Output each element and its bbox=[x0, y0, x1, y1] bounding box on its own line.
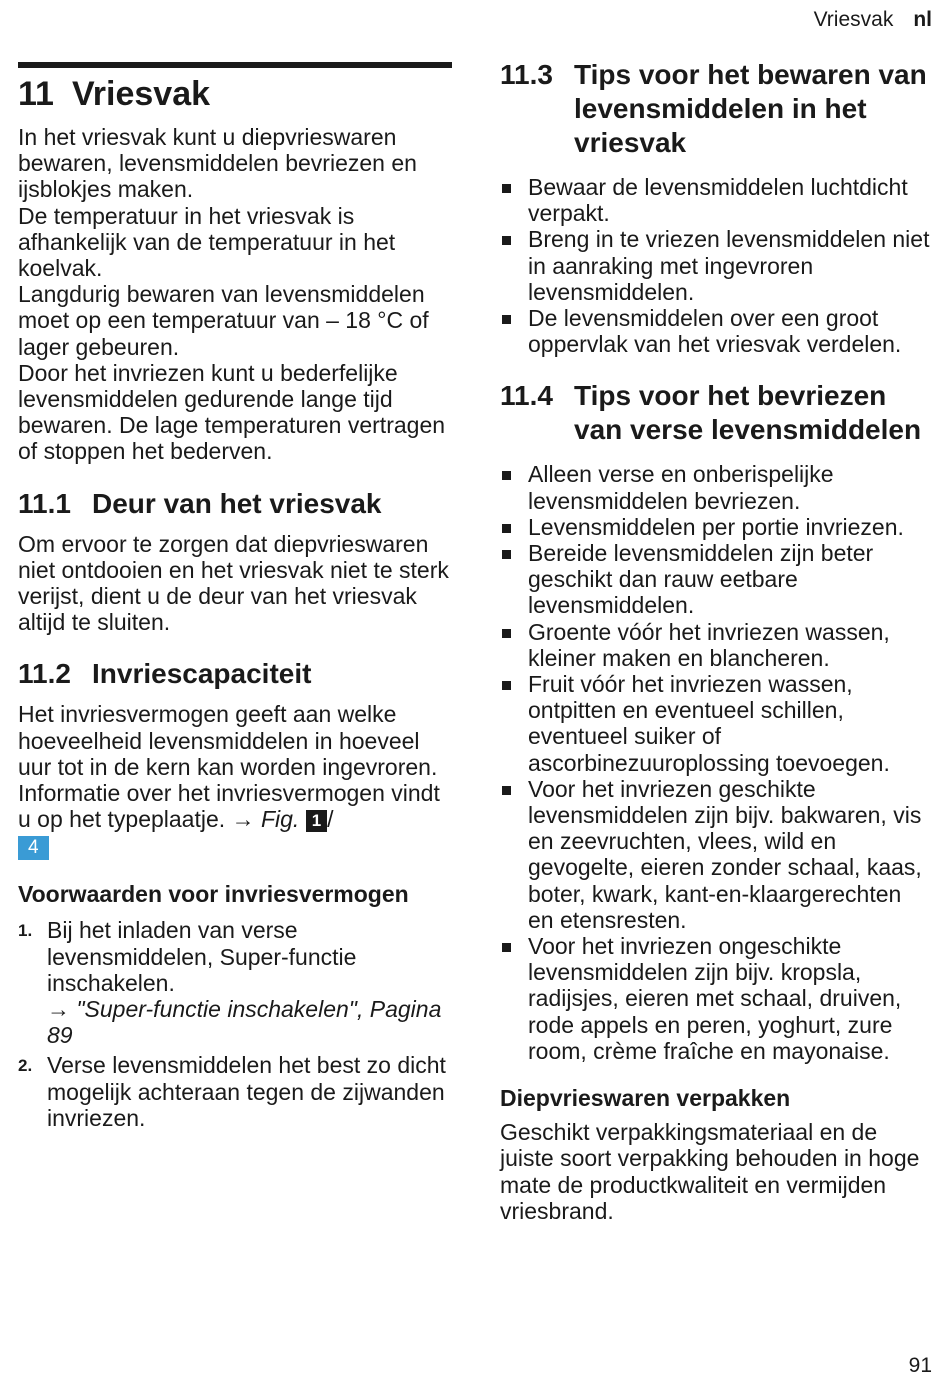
storage-tips-list bbox=[500, 174, 932, 357]
prerequisites-steps bbox=[18, 917, 452, 1131]
section-title: Invriescapaciteit bbox=[92, 658, 312, 690]
list-item: Fruit vóór het invriezen wassen, ontpitten en eventueel schillen, eventueel suiker of ascorbinezuuroplossing toevoegen. bbox=[500, 671, 932, 776]
step-number: 1. bbox=[18, 921, 33, 941]
intro-paragraph-4: Door het invriezen kunt u bederfelijke levensmiddelen gedurende lange tijd bewaren. De lage temperaturen vertragen of stoppen het bederven. bbox=[18, 359, 446, 465]
chapter-title bbox=[18, 72, 452, 116]
packaging-text: Geschikt verpakkingsmateriaal en de juiste soort verpakking behouden in hoge mate de productkwaliteit en vermijden vriesbrand. bbox=[500, 1119, 920, 1224]
figure-subnumber-badge: 4 bbox=[18, 836, 49, 860]
section-number: 11.1 bbox=[18, 487, 71, 519]
super-function-link[interactable]: → "Super-functie inschakelen", Pagina 89 bbox=[47, 996, 442, 1049]
step-item bbox=[18, 1052, 452, 1131]
right-column bbox=[500, 58, 932, 1224]
header-section: Vriesvak bbox=[813, 8, 894, 31]
step-text: Bij het inladen van verse levensmiddelen, Super-functie inschakelen. bbox=[47, 917, 357, 996]
section-title: Deur van het vriesvak bbox=[92, 487, 382, 519]
section-11-2-text-1: Het invriesvermogen geeft aan welke hoeveelheid levensmiddelen in hoeveel uur tot in de kern kan worden ingevroren. bbox=[18, 701, 438, 780]
list-item: Bewaar de levensmiddelen luchtdicht verpakt. bbox=[500, 174, 932, 226]
figure-separator: / bbox=[327, 806, 334, 833]
running-header bbox=[814, 6, 932, 34]
list-item: Voor het invriezen ongeschikte levensmiddelen zijn bijv. kropsla, radijsjes, eieren met schaal, druiven, rode appels en peren, yoghurt, zure room, crème fraîche en mayonaise. bbox=[500, 933, 932, 1064]
chapter-rule bbox=[18, 62, 452, 68]
left-column bbox=[18, 56, 452, 1131]
section-11-1-text: Om ervoor te zorgen dat diepvrieswaren niet ontdooien en het vriesvak niet te sterk verijst, dient u de deur van het vriesvak altijd te sluiten. bbox=[18, 530, 449, 636]
intro-paragraph-2: De temperatuur in het vriesvak is afhankelijk van de temperatuur in het koelvak. bbox=[18, 202, 396, 282]
figure-link[interactable]: Fig. bbox=[260, 806, 300, 833]
figure-number-badge: 1 bbox=[306, 810, 327, 832]
section-11-4-heading bbox=[500, 379, 932, 447]
step-number: 2. bbox=[18, 1056, 33, 1076]
intro-paragraph-1: In het vriesvak kunt u diepvrieswaren bewaren, levensmiddelen bevriezen en ijsblokjes maken. bbox=[18, 124, 417, 203]
freezing-tips-list bbox=[500, 461, 932, 1064]
list-item: Levensmiddelen per portie invriezen. bbox=[500, 514, 932, 540]
section-title: Tips voor het bewaren van levensmiddelen in het vriesvak bbox=[574, 59, 927, 158]
list-item: Groente vóór het invriezen wassen, kleiner maken en blancheren. bbox=[500, 619, 932, 671]
list-item: Bereide levensmiddelen zijn beter geschikt dan rauw eetbare levensmiddelen. bbox=[500, 540, 932, 619]
typeplate-text: Informatie over het invriesvermogen vindt u op het typeplaatje. bbox=[18, 780, 440, 833]
section-11-2-heading bbox=[18, 657, 452, 691]
section-number: 11.4 bbox=[500, 380, 553, 412]
chapter-number: 11 bbox=[18, 75, 54, 113]
prerequisites-heading: Voorwaarden voor invriesvermogen bbox=[18, 881, 409, 908]
header-language: nl bbox=[913, 8, 932, 31]
list-item: Voor het invriezen geschikte levensmiddelen zijn bijv. bakwaren, vis en zeevruchten, vlees, wild en gevogelte, eieren zonder schaal, kaas, boter, kwark, kant-en-klaargerechten en etensresten. bbox=[500, 776, 932, 933]
chapter-title-text: Vriesvak bbox=[72, 75, 211, 113]
step-item bbox=[18, 917, 452, 1048]
section-title: Tips voor het bevriezen van verse levensmiddelen bbox=[574, 380, 922, 446]
section-number: 11.3 bbox=[500, 59, 553, 90]
packaging-heading: Diepvrieswaren verpakken bbox=[500, 1085, 791, 1112]
section-11-2-text-2 bbox=[18, 780, 452, 832]
step-text: Verse levensmiddelen het best zo dicht mogelijk achteraan tegen de zijwanden invriezen. bbox=[47, 1052, 446, 1131]
figure-arrow: → bbox=[231, 806, 255, 833]
page-number: 91 bbox=[908, 1354, 932, 1377]
list-item: De levensmiddelen over een groot oppervlak van het vriesvak verdelen. bbox=[500, 305, 932, 357]
section-11-3-heading bbox=[500, 58, 932, 160]
list-item: Alleen verse en onberispelijke levensmiddelen bevriezen. bbox=[500, 461, 932, 513]
list-item: Breng in te vriezen levensmiddelen niet in aanraking met ingevroren levensmiddelen. bbox=[500, 226, 932, 305]
section-11-1-heading bbox=[18, 487, 452, 521]
section-number: 11.2 bbox=[18, 658, 71, 690]
intro-paragraph-3: Langdurig bewaren van levensmiddelen moet op een temperatuur van – 18 °C of lager gebeuren. bbox=[18, 281, 429, 360]
